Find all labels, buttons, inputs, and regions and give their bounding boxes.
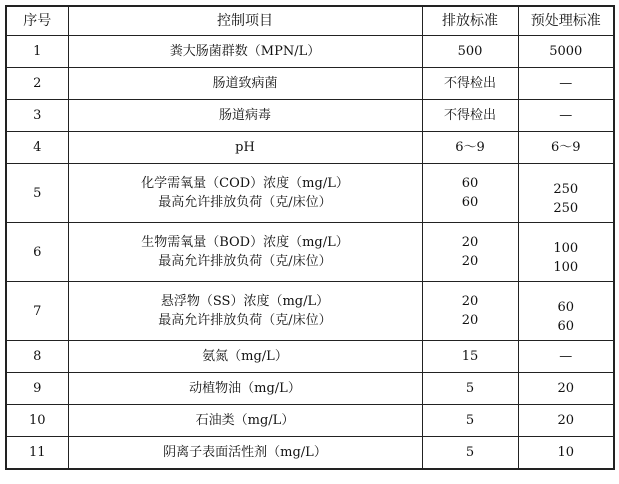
cell-discharge-standard-line: 不得检出 — [443, 76, 496, 91]
cell-pretreatment-standard-line: 250 — [553, 182, 579, 197]
cell-control-item-line: 生物需氧量（BOD）浓度（mg/L） — [141, 235, 349, 250]
cell-pretreatment-standard — [518, 100, 614, 132]
cell-serial-number: 4 — [6, 132, 68, 164]
table-row — [6, 164, 614, 223]
cell-control-item — [68, 100, 422, 132]
header-pretreatment-standard: 预处理标准 — [518, 6, 614, 36]
cell-control-item-line: 最高允许排放负荷（克/床位） — [158, 313, 332, 328]
cell-discharge-standard-line: 15 — [461, 349, 479, 364]
cell-discharge-standard-line: 20 — [461, 313, 479, 328]
cell-pretreatment-standard — [518, 132, 614, 164]
cell-pretreatment-standard — [518, 282, 614, 341]
table-row — [6, 68, 614, 100]
cell-serial-number: 2 — [6, 68, 68, 100]
cell-control-item-line: 动植物油（mg/L） — [189, 381, 301, 396]
table-row — [6, 282, 614, 341]
cell-control-item-line: 肠道病毒 — [218, 108, 271, 123]
cell-serial-number: 6 — [6, 223, 68, 282]
table-row — [6, 373, 614, 405]
cell-pretreatment-standard-line: 100 — [553, 241, 579, 256]
cell-pretreatment-standard-line: 6～9 — [550, 140, 581, 155]
cell-control-item-line: 悬浮物（SS）浓度（mg/L） — [160, 294, 330, 309]
cell-pretreatment-standard-line: 100 — [553, 260, 579, 275]
cell-control-item — [68, 223, 422, 282]
cell-control-item-line: 肠道致病菌 — [212, 76, 278, 91]
cell-control-item — [68, 341, 422, 373]
cell-pretreatment-standard — [518, 437, 614, 470]
cell-discharge-standard — [422, 100, 518, 132]
header-serial-number: 序号 — [6, 6, 68, 36]
cell-control-item-line: 最高允许排放负荷（克/床位） — [158, 195, 332, 210]
header-control-item: 控制项目 — [68, 6, 422, 36]
cell-serial-number: 8 — [6, 341, 68, 373]
cell-control-item — [68, 36, 422, 68]
cell-discharge-standard-line: 6～9 — [455, 140, 485, 155]
cell-pretreatment-standard-line: — — [559, 76, 573, 91]
standards-table-container — [5, 5, 613, 470]
cell-discharge-standard-line: 60 — [461, 176, 479, 191]
table-row — [6, 223, 614, 282]
cell-serial-number: 5 — [6, 164, 68, 223]
cell-discharge-standard-line: 60 — [461, 195, 479, 210]
cell-serial-number: 9 — [6, 373, 68, 405]
table-row — [6, 341, 614, 373]
cell-control-item-line: 粪大肠菌群数（MPN/L） — [169, 44, 321, 59]
standards-table — [5, 5, 615, 470]
cell-discharge-standard — [422, 437, 518, 470]
cell-control-item-line: 最高允许排放负荷（克/床位） — [158, 254, 332, 269]
cell-serial-number: 7 — [6, 282, 68, 341]
cell-discharge-standard — [422, 341, 518, 373]
cell-discharge-standard-line: 5 — [465, 381, 475, 396]
cell-pretreatment-standard — [518, 164, 614, 223]
cell-control-item — [68, 132, 422, 164]
cell-control-item — [68, 373, 422, 405]
table-row — [6, 36, 614, 68]
table-row — [6, 100, 614, 132]
cell-discharge-standard — [422, 405, 518, 437]
cell-discharge-standard-line: 不得检出 — [443, 108, 496, 123]
cell-discharge-standard-line: 20 — [461, 254, 479, 269]
cell-control-item — [68, 282, 422, 341]
cell-discharge-standard — [422, 164, 518, 223]
cell-pretreatment-standard — [518, 68, 614, 100]
cell-pretreatment-standard — [518, 223, 614, 282]
cell-pretreatment-standard — [518, 405, 614, 437]
cell-serial-number: 10 — [6, 405, 68, 437]
table-row — [6, 437, 614, 470]
cell-pretreatment-standard-line: — — [559, 108, 573, 123]
cell-pretreatment-standard-line: 60 — [557, 319, 575, 334]
cell-discharge-standard — [422, 68, 518, 100]
cell-discharge-standard — [422, 132, 518, 164]
cell-control-item-line: 氨氮（mg/L） — [202, 349, 288, 364]
cell-control-item — [68, 437, 422, 470]
cell-discharge-standard — [422, 373, 518, 405]
cell-control-item-line: 化学需氧量（COD）浓度（mg/L） — [141, 176, 349, 191]
cell-pretreatment-standard-line: — — [559, 349, 573, 364]
cell-pretreatment-standard-line: 5000 — [549, 44, 583, 59]
cell-discharge-standard — [422, 223, 518, 282]
cell-serial-number: 3 — [6, 100, 68, 132]
cell-discharge-standard-line: 500 — [457, 44, 483, 59]
header-discharge-standard: 排放标准 — [422, 6, 518, 36]
cell-control-item — [68, 164, 422, 223]
cell-pretreatment-standard-line: 10 — [557, 445, 575, 460]
cell-control-item-line: pH — [235, 140, 255, 155]
table-header-row — [6, 6, 614, 36]
cell-control-item-line: 阴离子表面活性剂（mg/L） — [163, 445, 327, 460]
cell-pretreatment-standard — [518, 341, 614, 373]
cell-control-item — [68, 405, 422, 437]
table-body — [6, 36, 614, 470]
cell-pretreatment-standard-line: 60 — [557, 300, 575, 315]
table-row — [6, 405, 614, 437]
cell-control-item-line: 石油类（mg/L） — [195, 413, 295, 428]
cell-discharge-standard-line: 20 — [461, 294, 479, 309]
cell-pretreatment-standard — [518, 36, 614, 68]
cell-serial-number: 1 — [6, 36, 68, 68]
cell-control-item — [68, 68, 422, 100]
cell-discharge-standard-line: 5 — [465, 413, 475, 428]
table-row — [6, 132, 614, 164]
cell-pretreatment-standard-line: 20 — [557, 381, 575, 396]
cell-discharge-standard-line: 5 — [465, 445, 475, 460]
cell-discharge-standard-line: 20 — [461, 235, 479, 250]
cell-serial-number: 11 — [6, 437, 68, 470]
cell-pretreatment-standard — [518, 373, 614, 405]
cell-discharge-standard — [422, 282, 518, 341]
cell-pretreatment-standard-line: 250 — [553, 201, 579, 216]
cell-pretreatment-standard-line: 20 — [557, 413, 575, 428]
cell-discharge-standard — [422, 36, 518, 68]
